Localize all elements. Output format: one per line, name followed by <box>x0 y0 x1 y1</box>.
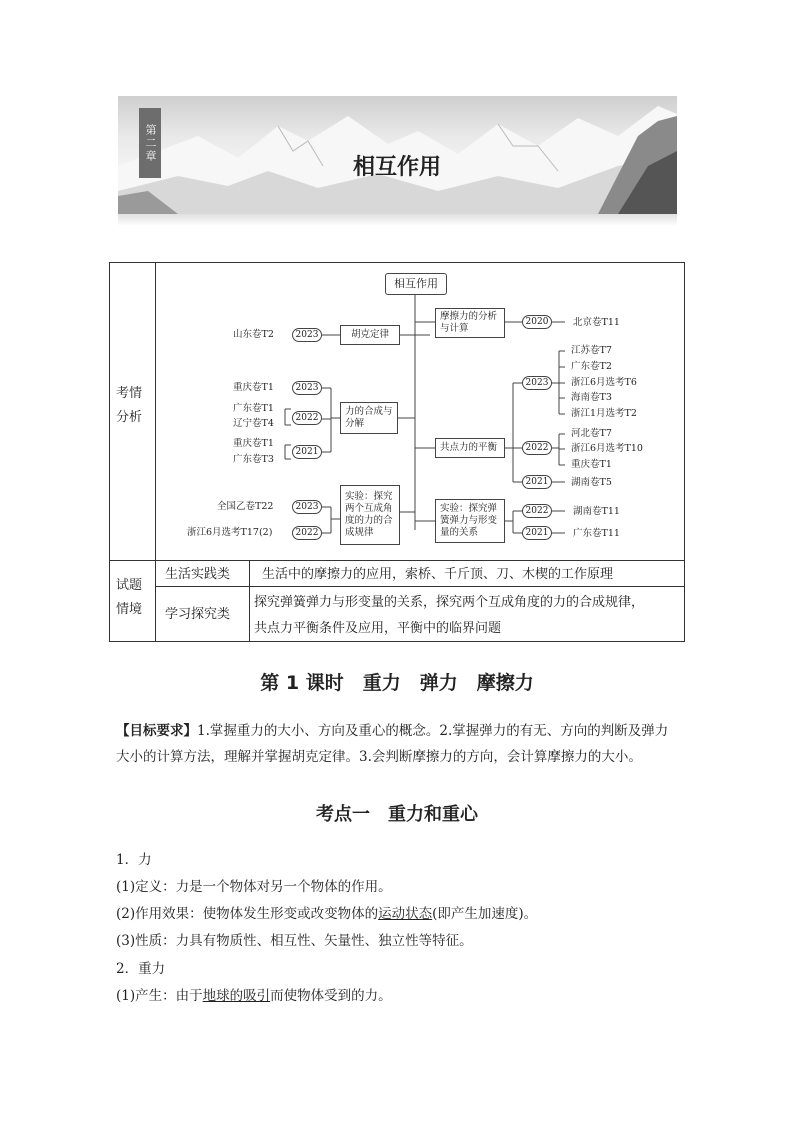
year-badge: 2022 <box>522 441 552 455</box>
section-heading: 1．力 <box>116 852 152 868</box>
right-label: 浙江1月选考T2 <box>571 408 637 419</box>
right-label: 河北卷T7 <box>571 428 612 439</box>
right-label: 江苏卷T7 <box>571 345 612 356</box>
left-label: 浙江6月选考T17(2) <box>187 527 273 538</box>
year-badge: 2020 <box>522 315 552 329</box>
right-label: 浙江6月选考T10 <box>571 443 643 454</box>
mind-map <box>155 263 684 560</box>
left-label: 山东卷T2 <box>233 329 274 340</box>
life-practice-label: 生活实践类 <box>165 567 231 582</box>
row-header-context: 试题情境 <box>116 578 143 617</box>
exp-composition-node: 实验：探究两个互成角度的力的合成规律 <box>340 485 400 545</box>
text: (1)产生：由于 <box>116 988 203 1004</box>
year-badge: 2023 <box>292 381 322 395</box>
study-explore-text-2: 共点力平衡条件及应用，平衡中的临界问题 <box>254 621 502 636</box>
right-label: 海南卷T3 <box>571 392 612 403</box>
paragraph: (1)定义：力是一个物体对另一个物体的作用。 <box>116 879 392 895</box>
chapter-number-tab: 第二章 <box>139 108 161 178</box>
year-badge: 2022 <box>522 504 552 518</box>
right-label: 广东卷T11 <box>573 528 620 539</box>
year-badge: 2023 <box>292 328 322 342</box>
right-label: 重庆卷T1 <box>571 459 612 470</box>
year-badge: 2021 <box>522 526 552 540</box>
study-explore-text-1: 探究弹簧弹力与形变量的关系，探究两个互成角度的力的合成规律， <box>254 595 645 610</box>
year-badge: 2021 <box>522 475 552 489</box>
year-badge: 2023 <box>292 500 322 514</box>
right-label: 湖南卷T5 <box>571 477 612 488</box>
goal-text-2: 大小的计算方法，理解并掌握胡克定律。3.会判断摩擦力的方向，会计算摩擦力的大小。 <box>116 749 642 765</box>
year-badge: 2022 <box>292 526 322 540</box>
lesson-title: 第 1 课时 重力 弹力 摩擦力 <box>260 672 534 694</box>
banner-shadow <box>118 214 677 226</box>
text: 而使物体受到的力。 <box>270 988 392 1004</box>
underlined-term: 地球的吸引 <box>202 988 271 1004</box>
left-label: 全国乙卷T22 <box>217 501 274 512</box>
goal-text-1: 1.掌握重力的大小、方向及重心的概念。2.掌握弹力的有无、方向的判断及弹力 <box>197 723 669 739</box>
equilibrium-node: 共点力的平衡 <box>435 438 505 458</box>
row-header-analysis: 考情分析 <box>116 386 143 425</box>
year-badge: 2023 <box>522 376 552 390</box>
underlined-term: 运动状态 <box>378 906 433 922</box>
left-label: 重庆卷T1 <box>233 438 274 449</box>
year-badge: 2021 <box>292 445 322 459</box>
right-label: 浙江6月选考T6 <box>571 377 637 388</box>
right-label: 广东卷T2 <box>571 361 612 372</box>
learning-goals <box>116 718 691 770</box>
text: (2)作用效果：使物体发生形变或改变物体的 <box>116 906 379 922</box>
root-node: 相互作用 <box>385 273 447 295</box>
left-label: 重庆卷T1 <box>233 382 274 393</box>
study-explore-label: 学习探究类 <box>165 607 231 622</box>
composition-node: 力的合成与分解 <box>340 402 398 434</box>
left-label: 广东卷T1 <box>233 403 274 414</box>
left-label: 广东卷T3 <box>233 454 274 465</box>
exp-spring-node: 实验：探究弹簧弹力与形变量的关系 <box>435 499 505 543</box>
chapter-title: 相互作用 <box>352 155 441 180</box>
section-heading: 2．重力 <box>116 961 166 977</box>
goal-label: 【目标要求】 <box>116 723 197 739</box>
paragraph <box>116 904 537 924</box>
key-point-title: 考点一 重力和重心 <box>316 804 478 825</box>
text: (即产生加速度)。 <box>432 906 538 922</box>
paragraph <box>116 986 392 1006</box>
left-label: 辽宁卷T4 <box>233 418 274 429</box>
right-label: 北京卷T11 <box>573 317 620 328</box>
year-badge: 2022 <box>292 411 322 425</box>
hooke-node: 胡克定律 <box>340 325 400 345</box>
friction-node: 摩擦力的分析与计算 <box>435 308 505 338</box>
life-practice-text: 生活中的摩擦力的应用，索桥、千斤顶、刀、木楔的工作原理 <box>262 567 614 582</box>
paragraph: (3)性质：力具有物质性、相互性、矢量性、独立性等特征。 <box>116 933 473 949</box>
right-label: 湖南卷T11 <box>573 506 620 517</box>
